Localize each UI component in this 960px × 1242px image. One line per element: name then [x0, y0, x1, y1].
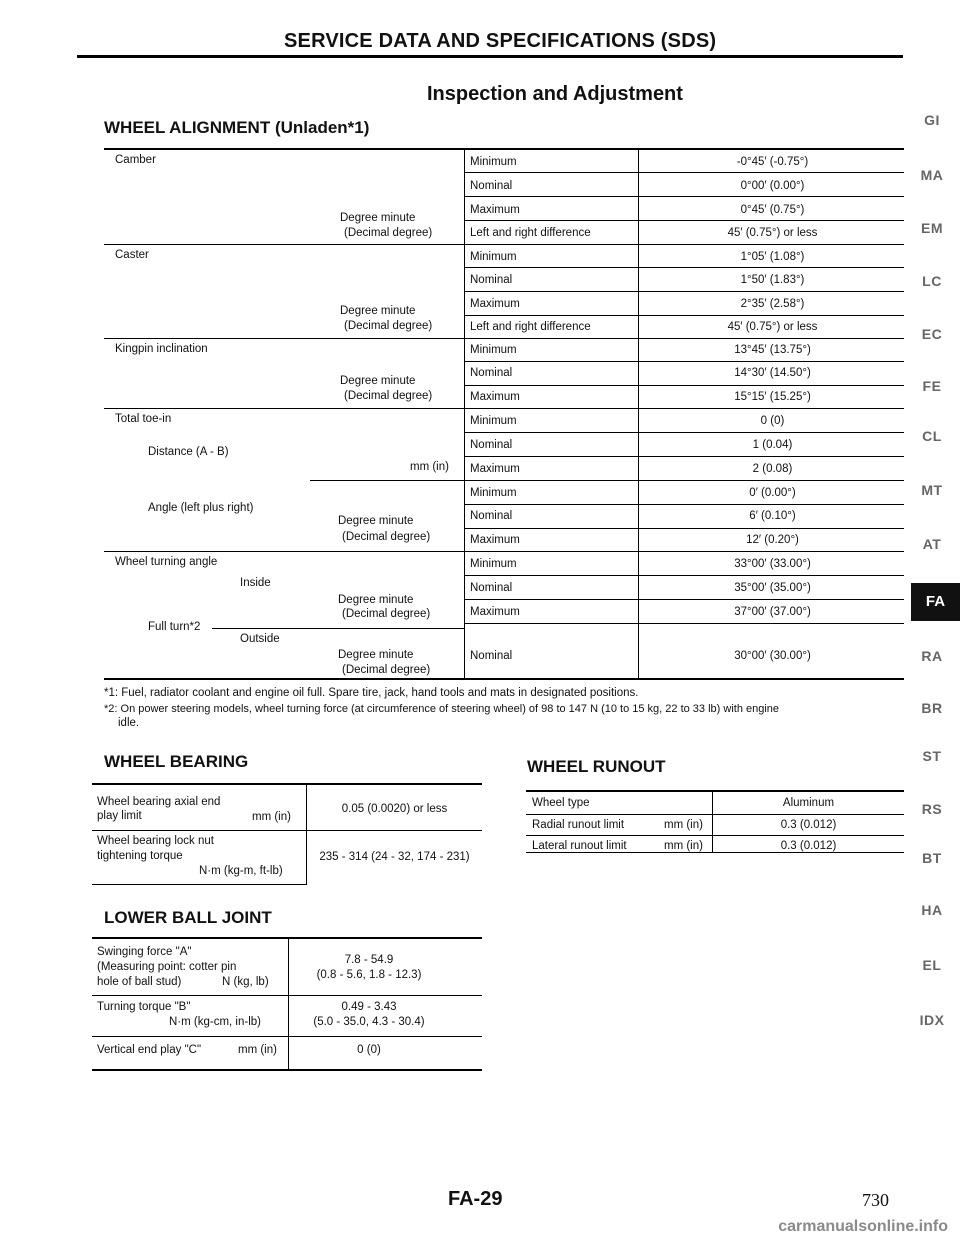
cell-unit: mm (in) — [664, 840, 703, 852]
sidebar-item-ma[interactable]: MA — [920, 167, 944, 183]
fullturn-line — [212, 628, 464, 629]
cell-label: play limit — [97, 810, 142, 822]
row-value: 13°45′ (13.75°) — [734, 344, 811, 356]
sidebar-item-fa[interactable]: FA — [911, 583, 960, 621]
row-separator — [464, 528, 904, 529]
row-value: 0 (0) — [760, 415, 785, 427]
cell-label: Wheel bearing axial end — [97, 796, 221, 808]
row-value: 14°30′ (14.50°) — [734, 367, 811, 379]
cell-label: hole of ball stud) — [97, 976, 182, 988]
row-label: Minimum — [470, 558, 517, 570]
row-label: Maximum — [470, 463, 520, 475]
page-number: 730 — [862, 1190, 889, 1210]
watermark: carmanualsonline.info — [778, 1218, 948, 1235]
row-separator — [464, 172, 904, 173]
row-label: Nominal — [470, 650, 513, 662]
sidebar-item-el[interactable]: EL — [922, 957, 942, 973]
row-value: 0′ (0.00°) — [749, 487, 796, 499]
cell-unit: N·m (kg-m, ft-lb) — [199, 865, 283, 877]
unit-label: Degree minute — [338, 515, 414, 527]
cell-value: 7.8 - 54.9 — [344, 954, 394, 966]
sidebar-item-rs[interactable]: RS — [921, 801, 943, 817]
unit-label: (Decimal degree) — [342, 531, 431, 543]
cell-label: tightening torque — [97, 850, 183, 862]
table-top-rule — [104, 148, 904, 150]
sidebar-item-ra[interactable]: RA — [921, 648, 943, 664]
cell-label: Wheel type — [532, 797, 590, 809]
table-top-rule — [526, 790, 904, 792]
cell-unit: mm (in) — [664, 819, 703, 831]
row-label: Maximum — [470, 298, 520, 310]
row-value: 35°00′ (35.00°) — [734, 582, 811, 594]
row-separator — [464, 432, 904, 433]
row-label: Left and right difference — [470, 227, 591, 239]
group-label: Total toe-in — [115, 413, 172, 425]
row-label: Minimum — [470, 251, 517, 263]
page-code: FA-29 — [448, 1188, 503, 1210]
row-value: 1°50′ (1.83°) — [740, 274, 805, 286]
row-value: 33°00′ (33.00°) — [734, 558, 811, 570]
unit-label: Degree minute — [340, 305, 416, 317]
row-label: Nominal — [470, 439, 513, 451]
row-value: 30°00′ (30.00°) — [734, 650, 811, 662]
cell-value: (0.8 - 5.6, 1.8 - 12.3) — [316, 969, 422, 981]
row-separator — [464, 291, 904, 292]
row-value: 6′ (0.10°) — [749, 510, 796, 522]
group-separator — [104, 551, 904, 552]
unit-label: (Decimal degree) — [342, 664, 431, 676]
unit-label: Degree minute — [340, 212, 416, 224]
sidebar-item-gi[interactable]: GI — [924, 112, 940, 128]
sidebar-item-idx[interactable]: IDX — [919, 1012, 945, 1028]
cell-value: 0.49 - 3.43 — [341, 1001, 397, 1013]
row-value: 2°35′ (2.58°) — [740, 298, 805, 310]
unit-label: (Decimal degree) — [342, 608, 431, 620]
row-separator — [464, 504, 904, 505]
cell-value: (5.0 - 35.0, 4.3 - 30.4) — [313, 1016, 425, 1028]
row-label: Maximum — [470, 391, 520, 403]
cell-label: (Measuring point: cotter pin — [97, 961, 237, 973]
row-separator — [464, 456, 904, 457]
row-label: Maximum — [470, 204, 520, 216]
row-separator — [464, 196, 904, 197]
sidebar-item-lc[interactable]: LC — [922, 273, 942, 289]
sub-label: Full turn*2 — [148, 621, 201, 633]
row-value: -0°45′ (-0.75°) — [736, 156, 809, 168]
row-value: 1 (0.04) — [752, 439, 793, 451]
lower-ball-joint-heading: LOWER BALL JOINT — [104, 908, 272, 927]
row-separator — [464, 361, 904, 362]
row-separator — [92, 995, 482, 996]
sub-separator — [310, 480, 904, 481]
cell-label: Vertical end play "C" — [97, 1044, 202, 1056]
row-label: Nominal — [470, 582, 513, 594]
row-label: Nominal — [470, 367, 513, 379]
row-value: 15°15′ (15.25°) — [734, 391, 811, 403]
row-separator — [464, 599, 904, 600]
row-label: Minimum — [470, 156, 517, 168]
cell-unit: mm (in) — [238, 1044, 277, 1056]
row-value: 2 (0.08) — [752, 463, 793, 475]
sidebar-item-at[interactable]: AT — [922, 536, 942, 552]
row-label: Nominal — [470, 274, 513, 286]
unit-label: (Decimal degree) — [344, 320, 433, 332]
page-title: SERVICE DATA AND SPECIFICATIONS (SDS) — [284, 30, 717, 52]
wheel-runout-heading: WHEEL RUNOUT — [527, 757, 666, 776]
group-label: Camber — [115, 154, 156, 166]
row-separator — [464, 220, 904, 221]
sub-label: Angle (left plus right) — [148, 502, 254, 514]
footnote: *1: Fuel, radiator coolant and engine oil full. Spare tire, jack, hand tools and mats in designated positions. — [104, 687, 639, 699]
sidebar-item-mt[interactable]: MT — [921, 482, 943, 498]
cell-label: Turning torque "B" — [97, 1001, 191, 1013]
row-separator — [464, 575, 904, 576]
cell-label: Lateral runout limit — [532, 840, 627, 852]
unit-label: (Decimal degree) — [344, 390, 433, 402]
group-label: Caster — [115, 249, 149, 261]
wheel-bearing-heading: WHEEL BEARING — [104, 752, 249, 771]
row-label: Nominal — [470, 510, 513, 522]
row-label: Maximum — [470, 606, 520, 618]
row-label: Nominal — [470, 180, 513, 192]
unit-label: Degree minute — [338, 594, 414, 606]
sidebar-item-ec[interactable]: EC — [921, 326, 943, 342]
unit-label: Degree minute — [338, 649, 414, 661]
footnote: *2: On power steering models, wheel turning force (at circumference of steering wheel) of 98 to 147 N (10 to 15 kg, 22 to 33 lb) with engine — [104, 703, 780, 715]
cell-value: Aluminum — [782, 797, 835, 809]
table-top-rule — [92, 783, 482, 785]
table-bottom-rule — [92, 1069, 482, 1071]
sidebar-item-bt[interactable]: BT — [922, 850, 942, 866]
unit-label: (Decimal degree) — [344, 227, 433, 239]
cell-label: Swinging force "A" — [97, 946, 192, 958]
row-separator — [526, 835, 904, 836]
row-value: 45′ (0.75°) or less — [727, 227, 818, 239]
row-label: Maximum — [470, 534, 520, 546]
cell-unit: N (kg, lb) — [222, 976, 269, 988]
sidebar-item-br[interactable]: BR — [921, 700, 943, 716]
row-separator — [464, 267, 904, 268]
sub-separator — [464, 623, 904, 624]
sidebar-item-st[interactable]: ST — [922, 748, 942, 764]
row-separator — [92, 1036, 482, 1037]
cell-unit: mm (in) — [252, 811, 291, 823]
row-separator — [92, 830, 482, 831]
cell-value: 0.05 (0.0020) or less — [341, 803, 448, 815]
row-value: 45′ (0.75°) or less — [727, 321, 818, 333]
row-separator — [526, 814, 904, 815]
row-separator — [464, 385, 904, 386]
cell-unit: N·m (kg-cm, in-lb) — [169, 1016, 261, 1028]
table-bottom-rule — [526, 852, 904, 853]
sidebar-item-fe[interactable]: FE — [922, 378, 942, 394]
row-value: 0°45′ (0.75°) — [740, 204, 805, 216]
group-label: Kingpin inclination — [115, 343, 208, 355]
sub-label: Inside — [240, 577, 271, 589]
footnote: idle. — [118, 717, 140, 729]
sub-label: Outside — [240, 633, 280, 645]
row-label: Minimum — [470, 487, 517, 499]
cell-value: 235 - 314 (24 - 32, 174 - 231) — [319, 851, 470, 863]
unit-label: mm (in) — [410, 461, 449, 473]
row-value: 1°05′ (1.08°) — [740, 251, 805, 263]
group-separator — [104, 244, 904, 245]
row-label: Minimum — [470, 344, 517, 356]
sidebar-item-cl[interactable]: CL — [922, 428, 942, 444]
title-rule — [77, 55, 903, 58]
page-subtitle: Inspection and Adjustment — [427, 83, 683, 105]
sidebar-item-em[interactable]: EM — [921, 220, 943, 236]
unit-label: Degree minute — [340, 375, 416, 387]
cell-label: Wheel bearing lock nut — [97, 835, 214, 847]
row-value: 37°00′ (37.00°) — [734, 606, 811, 618]
table-top-rule — [92, 937, 482, 939]
sidebar-item-ha[interactable]: HA — [921, 902, 943, 918]
group-separator — [104, 338, 904, 339]
cell-value: 0.3 (0.012) — [780, 819, 837, 831]
row-label: Left and right difference — [470, 321, 591, 333]
group-label: Wheel turning angle — [115, 556, 218, 568]
cell-label: Radial runout limit — [532, 819, 625, 831]
row-label: Minimum — [470, 415, 517, 427]
cell-value: 0.3 (0.012) — [780, 840, 837, 852]
table-bottom-rule — [92, 884, 306, 885]
row-separator — [464, 315, 904, 316]
row-value: 0°00′ (0.00°) — [740, 180, 805, 192]
sub-label: Distance (A - B) — [148, 446, 229, 458]
row-value: 12′ (0.20°) — [746, 534, 799, 546]
group-separator — [104, 408, 904, 409]
cell-value: 0 (0) — [357, 1044, 381, 1056]
wheel-alignment-heading: WHEEL ALIGNMENT (Unladen*1) — [104, 118, 370, 137]
table-bottom-rule — [104, 678, 904, 680]
table-divider — [306, 783, 307, 885]
